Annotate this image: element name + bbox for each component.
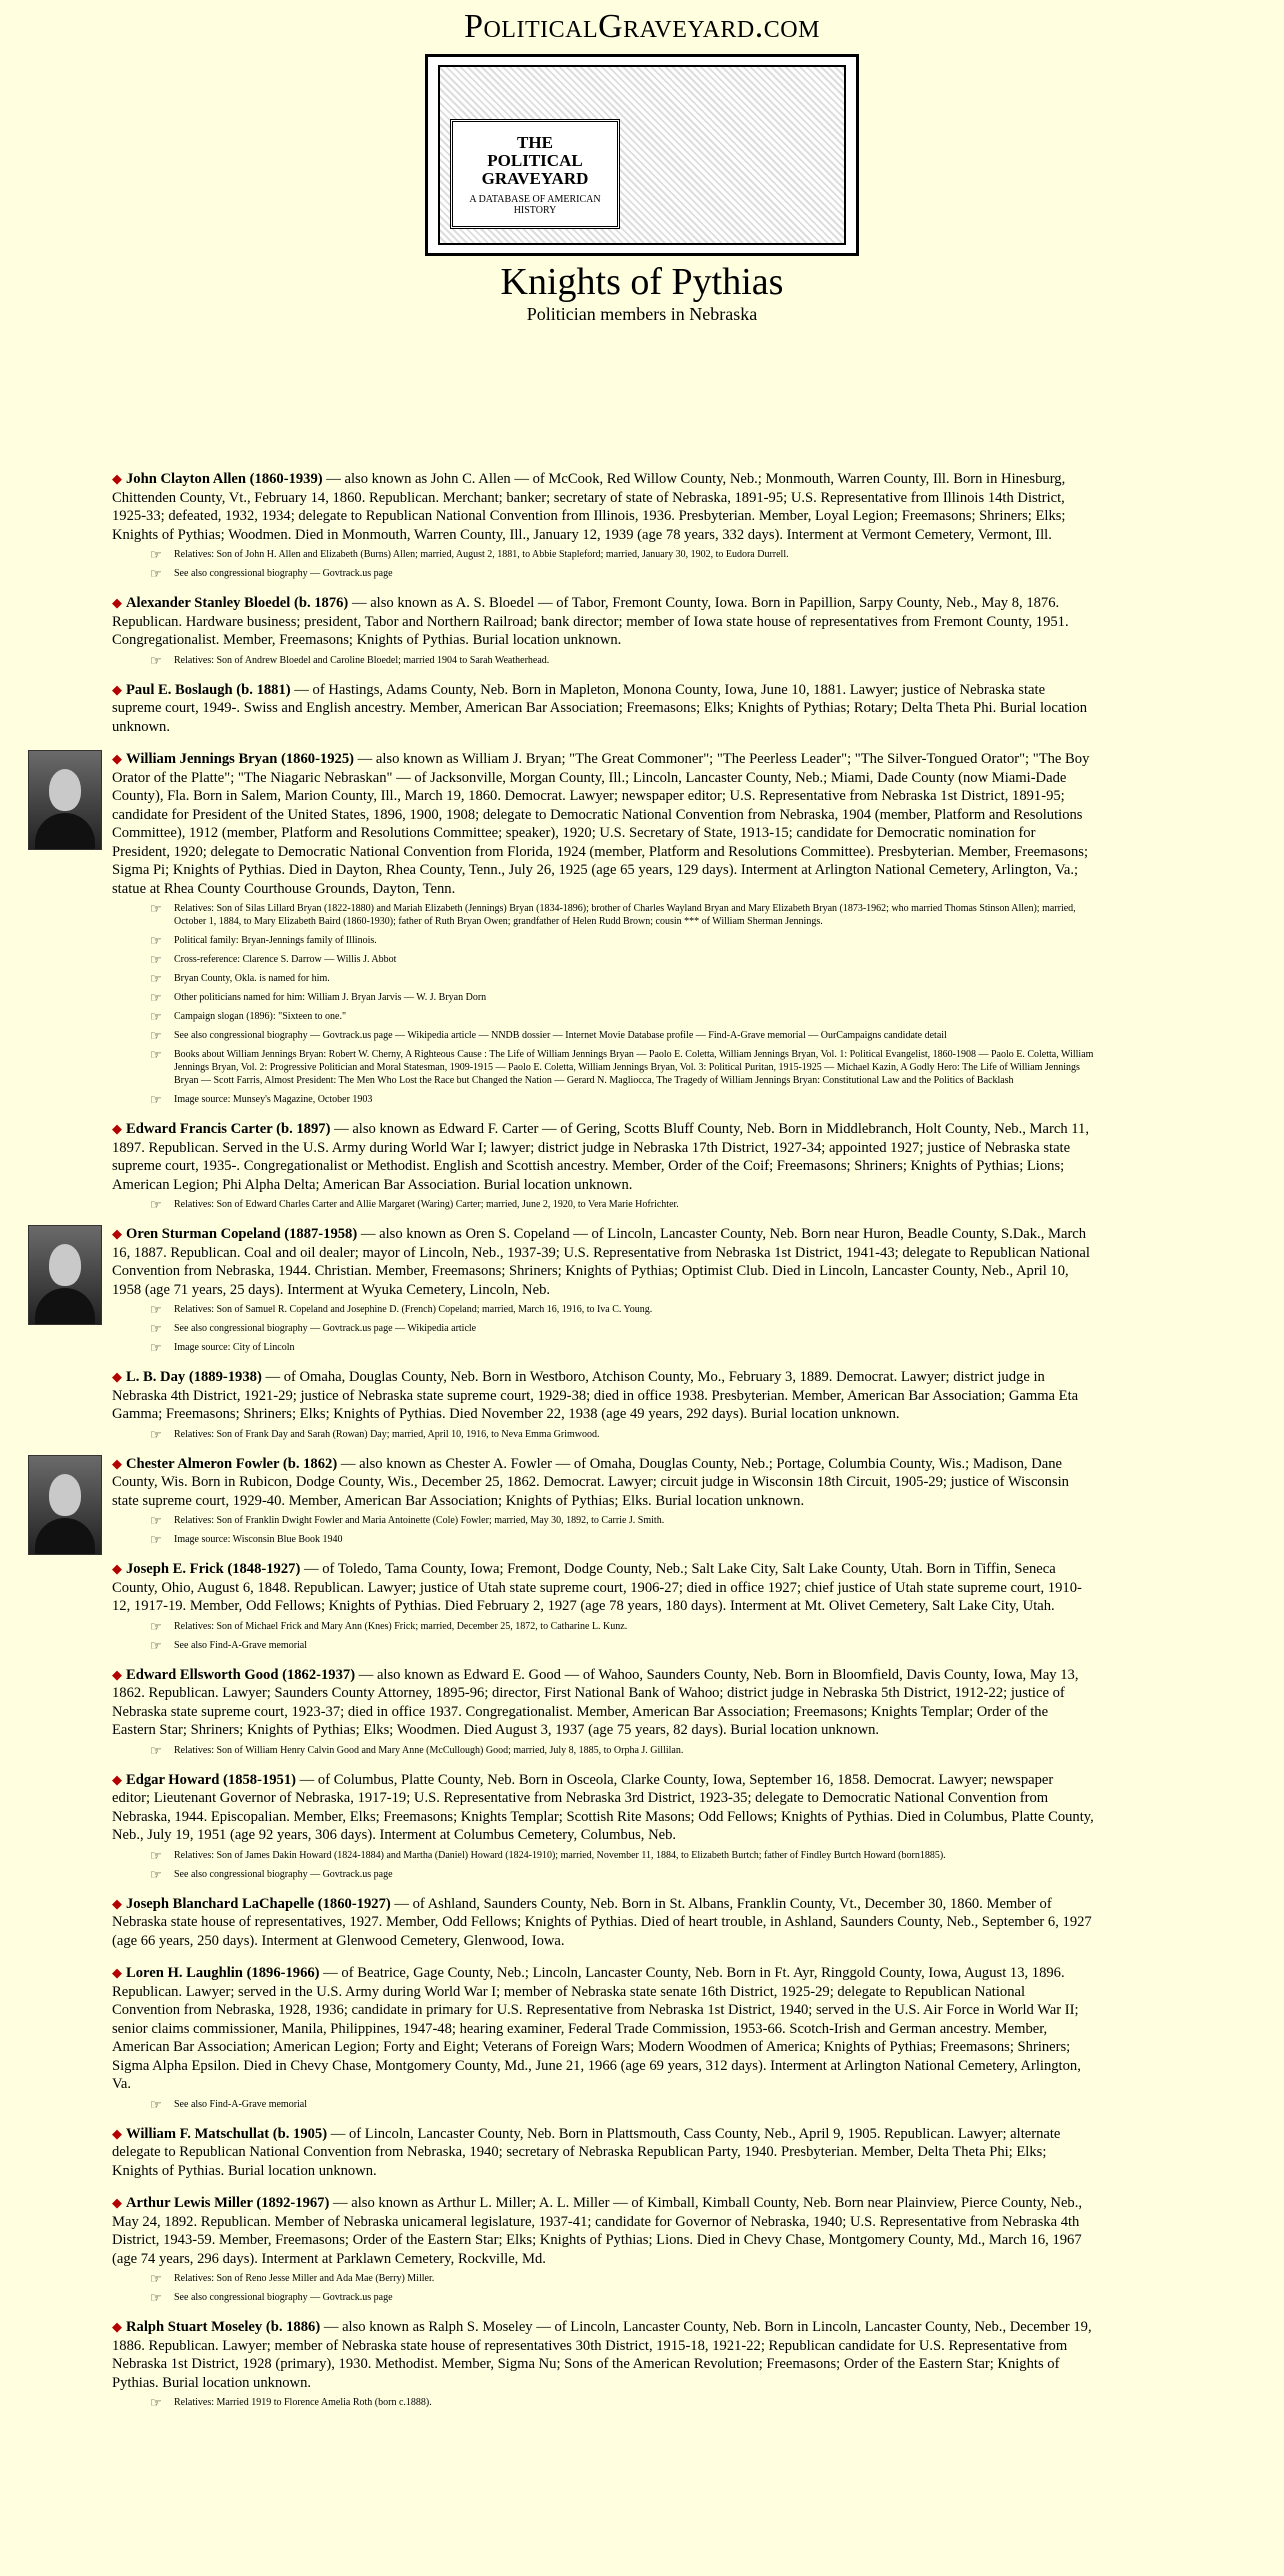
pointing-hand-icon: ☞ [150, 901, 162, 916]
logo-tag: A DATABASE OF AMERICAN HISTORY [469, 194, 601, 216]
diamond-icon: ◆ [112, 751, 122, 766]
pointing-hand-icon: ☞ [150, 1047, 162, 1062]
pointing-hand-icon: ☞ [150, 1028, 162, 1043]
politician-name: Paul E. Boslaugh (b. 1881) [126, 681, 291, 698]
note-text: See also Find-A-Grave memorial [174, 2098, 308, 2110]
pointing-hand-icon: ☞ [150, 933, 162, 948]
politician-bio: — also known as Arthur L. Miller; A. L. Miller — of Kimball, Kimball County, Neb. Born near Plainview, Pierce County, Neb., May 24, 1892. Republican. Member of Nebraska unicameral legislature, 1937-41; candidate for Governor of Nebraska, 1940; U.S. Representative from Nebraska 4th District, 1943-59. Member, Freemasons; Order of the Eastern Star; Elks; Knights of Pythias; Lions. Died in Chevy Chase, Montgomery County, Md., March 16, 1967 (age 74 years, 296 days). Interment at Parklawn Cemetery, Rockville, Md. [112, 2195, 1083, 2267]
entry-note [150, 953, 1094, 966]
diamond-icon: ◆ [112, 1666, 122, 1682]
politician-name: Arthur Lewis Miller (1892-1967) [126, 2195, 330, 2211]
diamond-icon: ◆ [112, 1226, 122, 1241]
pointing-hand-icon: ☞ [150, 1742, 162, 1758]
politician-bio: — also known as Ralph S. Moseley — of Lincoln, Lancaster County, Neb. Born in Lincoln, Lancaster County, Neb., December 19, 1886. Republican. Lawyer; member of Nebraska state house of representatives 30th District, 1915-18, 1921-22; Republican candidate for U.S. Representative from Nebraska 1st District, 1928 (primary), 1930. Methodist. Member, Sigma Nu; Sons of the American Revolution; Freemasons; Order of the Eastern Star; Knights of Pythias. Burial location unknown. [112, 2319, 1092, 2391]
politician-name: Chester Almeron Fowler (b. 1862) [126, 1455, 338, 1472]
entry-note [150, 902, 1094, 928]
politician-name: William F. Matschullat (b. 1905) [126, 2125, 328, 2142]
list-item [0, 2125, 1284, 2181]
entry-note [150, 567, 1094, 580]
pointing-hand-icon: ☞ [150, 1532, 162, 1547]
entry-note [150, 934, 1094, 947]
entry-note [150, 2272, 1094, 2285]
note-text: See also congressional biography — Govtrack.us page — Wikipedia article [174, 1323, 477, 1334]
diamond-icon: ◆ [112, 1771, 122, 1787]
politician-name: Oren Sturman Copeland (1887-1958) [126, 1226, 358, 1242]
list-item [0, 1771, 1284, 1881]
pointing-hand-icon: ☞ [150, 1302, 162, 1317]
politician-bio: — also known as Edward E. Good — of Wahoo, Saunders County, Neb. Born in Bloomfield, Davis County, Iowa, May 13, 1862. Republican. Lawyer; Saunders County Attorney, 1895-96; director, First National Bank of Wahoo; district judge in Nebraska 5th District, 1912-22; justice of Nebraska state supreme court, 1923-37; died in office 1937. Congregationalist. Member, American Bar Association; Freemasons; Knights Templar; Order of the Eastern Star; Shriners; Knights of Pythias; Elks; Woodmen. Died August 3, 1937 (age 75 years, 82 days). Burial location unknown. [112, 1666, 1079, 1738]
list-item [0, 2318, 1284, 2409]
entry-notes [150, 902, 1094, 1106]
page-header [0, 8, 1284, 325]
pointing-hand-icon: ☞ [150, 1009, 162, 1024]
note-text: Relatives: Son of Andrew Bloedel and Caroline Bloedel; married 1904 to Sarah Weatherhead. [174, 654, 550, 666]
entry-notes [150, 1428, 1094, 1441]
note-text: Image source: City of Lincoln [174, 1342, 295, 1353]
note-text: Books about William Jennings Bryan: Robert W. Cherny, A Righteous Cause : The Life of William Jennings Bryan — Paolo E. Coletta, William Jennings Bryan, Vol. 1: Political Evangelist, 1860-1908 — Paolo E. Coletta, William Jennings Bryan, Vol. 2: Progressive Politician and Moral Statesman, 1909-1915 — Paolo E. Coletta, William Jennings Bryan, Vol. 3: Political Puritan, 1915-1925 — Michael Kazin, A Godly Hero: The Life of William Jennings Bryan — Scott Farris, Almost President: The Men Who Lost the Race but Changed the Nation — Gerard N. Magliocca, The Tragedy of William Jennings Bryan: Constitutional Law and the Politics of Backlash [174, 1049, 1094, 1086]
site-name-link[interactable]: PoliticalGraveyard.com [464, 8, 820, 45]
politician-name: Joseph E. Frick (1848-1927) [126, 1561, 301, 1577]
note-text: See also congressional biography — Govtrack.us page — Wikipedia article — NNDB dossier — Internet Movie Database profile — Find-A-Grave memorial — OurCampaigns candidate detail [174, 1030, 947, 1041]
entry-note [150, 1428, 1094, 1441]
entry-note [150, 2291, 1094, 2304]
entry-note [150, 1514, 1094, 1527]
politician-bio: — of Lincoln, Lancaster County, Neb. Born in Plattsmouth, Cass County, Neb., April 9, 1905. Republican. Lawyer; alternate delegate to Republican National Convention from Nebraska, 1940; secretary of Nebraska Republican Party, 1940. Presbyterian. Member, Delta Theta Phi; Elks; Knights of Pythias. Burial location unknown. [112, 2125, 1061, 2179]
pointing-hand-icon: ☞ [150, 2395, 162, 2410]
entry-note [150, 972, 1094, 985]
portrait-photo [28, 750, 102, 850]
politician-name: John Clayton Allen (1860-1939) [126, 471, 323, 487]
note-text: Relatives: Son of Reno Jesse Miller and Ada Mae (Berry) Miller. [174, 2273, 435, 2284]
note-text: Relatives: Son of Silas Lillard Bryan (1822-1880) and Mariah Elizabeth (Jennings) Bryan (1834-1896); brother of Charles Wayland Bryan and Mary Elizabeth Bryan (1873-1962; who married Thomas Stinson Allen); married, October 1, 1884, to Mary Elizabeth Baird (1860-1930); father of Ruth Bryan Owen; grandfather of Helen Rudd Brown; cousin *** of William Sherman Jennings. [174, 903, 1076, 927]
note-text: Relatives: Son of Franklin Dwight Fowler and Maria Antoinette (Cole) Fowler; married, May 30, 1892, to Carrie J. Smith. [174, 1515, 665, 1526]
portrait-body [35, 1518, 95, 1554]
portrait-body [35, 1288, 95, 1324]
diamond-icon: ◆ [112, 471, 122, 486]
pointing-hand-icon: ☞ [150, 566, 162, 581]
diamond-icon: ◆ [112, 1455, 122, 1471]
list-item [0, 1895, 1284, 1951]
note-text: Image source: Wisconsin Blue Book 1940 [174, 1534, 343, 1545]
entry-notes [150, 2098, 1094, 2111]
note-text: Relatives: Son of William Henry Calvin Good and Mary Anne (McCullough) Good; married, July 8, 1885, to Orpha J. Gillilan. [174, 1744, 684, 1756]
politician-name: William Jennings Bryan (1860-1925) [126, 751, 354, 767]
portrait-body [35, 813, 95, 849]
politician-bio: — also known as Oren S. Copeland — of Lincoln, Lancaster County, Neb. Born near Huron, Beadle County, S.Dak., March 16, 1887. Republican. Coal and oil dealer; mayor of Lincoln, Neb., 1937-39; U.S. Representative from Nebraska 1st District, 1941-43; delegate to Republican National Convention from Nebraska, 1944. Christian. Member, Freemasons; Shriners; Knights of Pythias; Optimist Club. Died in Lincoln, Lancaster County, Neb., April 10, 1958 (age 71 years, 25 days). Interment at Wyuka Cemetery, Lincoln, Neb. [112, 1226, 1090, 1298]
page-title: Knights of Pythias [500, 261, 784, 303]
list-item [0, 1368, 1284, 1441]
pointing-hand-icon: ☞ [150, 2271, 162, 2286]
logo-line2: POLITICAL [487, 151, 583, 170]
entry-note [150, 1093, 1094, 1106]
list-item [0, 470, 1284, 580]
list-item [0, 1666, 1284, 1757]
politician-bio: — also known as John C. Allen — of McCook, Red Willow County, Neb.; Monmouth, Warren County, Ill. Born in Hinesburg, Chittenden County, Vt., February 14, 1860. Republican. Merchant; banker; secretary of state of Nebraska, 1891-95; U.S. Representative from Illinois 14th District, 1925-33; defeated, 1932, 1934; delegate to Republican National Convention from Illinois, 1936. Presbyterian. Member, Loyal Legion; Freemasons; Shriners; Elks; Knights of Pythias; Woodmen. Died in Monmouth, Warren County, Ill., January 12, 1939 (age 78 years, 332 days). Interment at Vermont Cemetery, Vermont, Ill. [112, 471, 1066, 543]
pointing-hand-icon: ☞ [150, 1340, 162, 1355]
diamond-icon: ◆ [112, 2195, 122, 2210]
pointing-hand-icon: ☞ [150, 1513, 162, 1528]
note-text: Relatives: Son of John H. Allen and Elizabeth (Burns) Allen; married, August 2, 1881, to Abbie Stapleford; married, January 30, 1902, to Eudora Durrell. [174, 549, 789, 560]
page-subtitle: Politician members in Nebraska [526, 304, 758, 324]
note-text: See also Find-A-Grave memorial [174, 1639, 308, 1651]
note-text: Image source: Munsey's Magazine, October 1903 [174, 1094, 373, 1105]
entry-note [150, 1533, 1094, 1546]
entry-note [150, 1868, 1094, 1881]
diamond-icon: ◆ [112, 2125, 122, 2141]
entry-notes [150, 1514, 1094, 1546]
pointing-hand-icon: ☞ [150, 971, 162, 986]
pointing-hand-icon: ☞ [150, 1866, 162, 1882]
portrait-face [49, 1244, 81, 1286]
politician-name: L. B. Day (1889-1938) [126, 1369, 262, 1385]
entry-note [150, 548, 1094, 561]
note-text: Relatives: Son of Michael Frick and Mary Ann (Knes) Frick; married, December 25, 1872, to Catharine L. Kunz. [174, 1620, 628, 1632]
note-text: Relatives: Son of Edward Charles Carter and Allie Margaret (Waring) Carter; married, June 2, 1920, to Vera Marie Hofrichter. [174, 1199, 679, 1210]
pointing-hand-icon: ☞ [150, 1637, 162, 1653]
list-item [0, 1455, 1284, 1547]
portrait-face [49, 1474, 81, 1516]
politician-bio: — of Hastings, Adams County, Neb. Born in Mapleton, Monona County, Iowa, June 10, 1881. Lawyer; justice of Nebraska state supreme court, 1949-. Swiss and English ancestry. Member, American Bar Association; Freemasons; Elks; Knights of Pythias; Rotary; Delta Theta Phi. Burial location unknown. [112, 681, 1088, 735]
list-item [0, 1225, 1284, 1354]
note-text: Relatives: Son of Samuel R. Copeland and Josephine D. (French) Copeland; married, March 16, 1916, to Iva C. Young. [174, 1304, 653, 1315]
entry-notes [150, 1849, 1094, 1881]
politician-name: Edward Ellsworth Good (1862-1937) [126, 1666, 356, 1683]
politician-bio: — of Beatrice, Gage County, Neb.; Lincoln, Lancaster County, Neb. Born in Ft. Ayr, Ringgold County, Iowa, August 13, 1896. Republican. Lawyer; served in the U.S. Army during World War I; member of Nebraska state senate 16th District, 1925-29; delegate to Republican National Convention from Nebraska, 1928, 1936; candidate in primary for U.S. Representative from Nebraska 1st District, 1940; served in the U.S. Air Force in World War II; senior claims commissioner, Manila, Philippines, 1947-48; hearing examiner, Federal Trade Commission, 1953-66. Scotch-Irish and German ancestry. Member, American Bar Association; American Legion; Forty and Eight; Veterans of Foreign Wars; Modern Woodmen of America; Knights of Pythias; Freemasons; Shriners; Sigma Alpha Epsilon. Died in Chevy Chase, Montgomery County, Md., June 21, 1966 (age 69 years, 312 days). Interment at Arlington National Cemetery, Arlington, Va. [112, 1965, 1081, 2092]
politician-bio: — also known as Edward F. Carter — of Gering, Scotts Bluff County, Neb. Born in Middlebranch, Holt County, Neb., March 11, 1897. Republican. Served in the U.S. Army during World War I; lawyer; district judge in Nebraska 17th District, 1927-34; appointed 1927; justice of Nebraska state supreme court, 1935-. Congregationalist or Methodist. English and Scottish ancestry. Member, Order of the Coif; Freemasons; Shriners; Knights of Pythias; Lions; American Legion; Phi Alpha Delta; American Bar Association. Burial location unknown. [112, 1121, 1089, 1193]
list-item [0, 681, 1284, 737]
diamond-icon: ◆ [112, 1965, 122, 1980]
politician-name: Joseph Blanchard LaChapelle (1860-1927) [126, 1895, 391, 1912]
politician-name: Alexander Stanley Bloedel (b. 1876) [126, 595, 349, 611]
note-text: Relatives: Son of Frank Day and Sarah (Rowan) Day; married, April 10, 1916, to Neva Emma Grimwood. [174, 1428, 600, 1440]
entry-note [150, 1303, 1094, 1316]
diamond-icon: ◆ [112, 1121, 122, 1136]
entry-notes [150, 654, 1094, 667]
entry-note [150, 1639, 1094, 1652]
politician-bio: — also known as Chester A. Fowler — of Omaha, Douglas County, Neb.; Portage, Columbia County, Wis.; Madison, Dane County, Wis. Born in Rubicon, Dodge County, Wis., December 25, 1862. Democrat. Lawyer; circuit judge in Wisconsin 18th Circuit, 1905-29; justice of Wisconsin state supreme court, 1929-40. Member, American Bar Association; Knights of Pythias; Elks. Burial location unknown. [112, 1455, 1069, 1509]
politician-bio: — of Ashland, Saunders County, Neb. Born in St. Albans, Franklin County, Vt., December 30, 1860. Member of Nebraska state house of representatives, 1927. Member, Odd Fellows; Knights of Pythias. Died of heart trouble, in Ashland, Saunders County, Neb., September 6, 1927 (age 66 years, 250 days). Interment at Glenwood Cemetery, Glenwood, Iowa. [112, 1895, 1092, 1949]
logo-line3: GRAVEYARD [481, 169, 589, 188]
politician-bio: — of Columbus, Platte County, Neb. Born in Osceola, Clarke County, Iowa, September 16, 1858. Democrat. Lawyer; newspaper editor; Lieutenant Governor of Nebraska, 1917-19; U.S. Representative from Nebraska 3rd District, 1923-35; delegate to Democratic National Convention from Nebraska, 1944. Episcopalian. Member, Elks; Freemasons; Knights Templar; Scottish Rite Masons; Odd Fellows; Knights of Pythias. Died in Columbus, Platte County, Neb., July 19, 1951 (age 92 years, 306 days). Interment at Columbus Cemetery, Columbus, Neb. [112, 1771, 1094, 1843]
list-item [0, 1560, 1284, 1652]
note-text: Other politicians named for him: William J. Bryan Jarvis — W. J. Bryan Dorn [174, 992, 487, 1003]
politician-name: Ralph Stuart Moseley (b. 1886) [126, 2319, 321, 2335]
politician-bio: — also known as William J. Bryan; "The Great Commoner"; "The Peerless Leader"; "The Silver-Tongued Orator"; "The Boy Orator of the Platte"; "The Niagaric Nebraskan" — of Jacksonville, Morgan County, Ill.; Lincoln, Lancaster County, Neb.; Miami, Dade County (now Miami-Dade County), Fla. Born in Salem, Marion County, Ill., March 19, 1860. Democrat. Lawyer; newspaper editor; U.S. Representative from Nebraska 1st District, 1891-95; candidate for President of the United States, 1896, 1900, 1908; delegate to Democratic National Convention from Nebraska, 1904 (member, Platform and Resolutions Committee), 1912 (member, Platform and Resolutions Committee; speaker), 1920; U.S. Secretary of State, 1913-15; candidate for Democratic nomination for President, 1920; delegate to Democratic National Convention from Florida, 1924 (member, Platform and Resolutions Committee). Presbyterian. Member, Freemasons; Sigma Pi; Knights of Pythias. Died in Dayton, Rhea County, Tenn., July 26, 1925 (age 65 years, 129 days). Interment at Arlington National Cemetery, Arlington, Va.; statue at Rhea County Courthouse Grounds, Dayton, Tenn. [112, 751, 1090, 897]
note-text: Bryan County, Okla. is named for him. [174, 973, 330, 984]
politician-name: Loren H. Laughlin (1896-1966) [126, 1965, 320, 1981]
pointing-hand-icon: ☞ [150, 1197, 162, 1212]
politician-name: Edgar Howard (1858-1951) [126, 1771, 296, 1788]
note-text: Cross-reference: Clarence S. Darrow — Willis J. Abbot [174, 954, 397, 965]
note-text: See also congressional biography — Govtrack.us page [174, 568, 393, 579]
pointing-hand-icon: ☞ [150, 1092, 162, 1107]
entry-note [150, 1849, 1094, 1862]
list-item [0, 1964, 1284, 2111]
entry-note [150, 2396, 1094, 2409]
entry-note [150, 1029, 1094, 1042]
entry-note [150, 2098, 1094, 2111]
politician-name: Edward Francis Carter (b. 1897) [126, 1121, 331, 1137]
portrait-photo [28, 1225, 102, 1325]
note-text: See also congressional biography — Govtrack.us page [174, 2292, 393, 2303]
politician-list [0, 470, 1284, 2423]
entry-note [150, 654, 1094, 667]
note-text: Political family: Bryan-Jennings family of Illinois. [174, 935, 377, 946]
entry-notes [150, 2396, 1094, 2409]
entry-note [150, 1322, 1094, 1335]
pointing-hand-icon: ☞ [150, 2096, 162, 2112]
pointing-hand-icon: ☞ [150, 2290, 162, 2305]
entry-note [150, 1198, 1094, 1211]
diamond-icon: ◆ [112, 1369, 122, 1384]
politician-bio: — of Toledo, Tama County, Iowa; Fremont, Dodge County, Neb.; Salt Lake City, Salt Lake County, Utah. Born in Tiffin, Seneca County, Ohio, August 6, 1848. Republican. Lawyer; justice of Utah state supreme court, 1906-27; died in office 1927; chief justice of Utah state supreme court, 1910-12, 1917-19. Member, Odd Fellows; Knights of Pythias. Died February 2, 1927 (age 78 years, 180 days). Interment at Mt. Olivet Cemetery, Salt Lake City, Utah. [112, 1561, 1082, 1614]
entry-notes [150, 1303, 1094, 1354]
list-item [0, 2194, 1284, 2304]
diamond-icon: ◆ [112, 681, 122, 697]
entry-note [150, 1341, 1094, 1354]
entry-note [150, 1010, 1094, 1023]
note-text: Relatives: Married 1919 to Florence Amelia Roth (born c.1888). [174, 2397, 432, 2408]
entry-notes [150, 1744, 1094, 1757]
pointing-hand-icon: ☞ [150, 652, 162, 668]
list-item [0, 594, 1284, 667]
entry-note [150, 1048, 1094, 1087]
logo-line1: THE [517, 133, 553, 152]
entry-note [150, 991, 1094, 1004]
diamond-icon: ◆ [112, 595, 122, 610]
pointing-hand-icon: ☞ [150, 547, 162, 562]
entry-notes [150, 2272, 1094, 2304]
pointing-hand-icon: ☞ [150, 1847, 162, 1863]
entry-note [150, 1620, 1094, 1633]
pointing-hand-icon: ☞ [150, 990, 162, 1005]
pointing-hand-icon: ☞ [150, 1618, 162, 1634]
entry-note [150, 1744, 1094, 1757]
logo-text-box [450, 119, 620, 229]
entry-notes [150, 548, 1094, 580]
note-text: Campaign slogan (1896): "Sixteen to one." [174, 1011, 347, 1022]
pointing-hand-icon: ☞ [150, 1426, 162, 1442]
politician-bio: — also known as A. S. Bloedel — of Tabor, Fremont County, Iowa. Born in Papillion, Sarpy County, Neb., May 8, 1876. Republican. Hardware business; president, Tabor and Northern Railroad; bank director; member of Iowa state house of representatives from Fremont County, 1951. Congregationalist. Member, Freemasons; Knights of Pythias. Burial location unknown. [112, 595, 1069, 648]
entry-notes [150, 1620, 1094, 1652]
diamond-icon: ◆ [112, 1561, 122, 1576]
portrait-face [49, 769, 81, 811]
diamond-icon: ◆ [112, 1895, 122, 1911]
pointing-hand-icon: ☞ [150, 1321, 162, 1336]
pointing-hand-icon: ☞ [150, 952, 162, 967]
diamond-icon: ◆ [112, 2319, 122, 2334]
politician-bio: — of Omaha, Douglas County, Neb. Born in Westboro, Atchison County, Mo., February 3, 1889. Democrat. Lawyer; district judge in Nebraska 4th District, 1921-29; justice of Nebraska state supreme court, 1929-38; died in office 1938. Presbyterian. Member, American Bar Association; Gamma Eta Gamma; Freemasons; Shriners; Elks; Knights of Pythias. Died November 22, 1938 (age 49 years, 292 days). Burial location unknown. [112, 1369, 1079, 1422]
note-text: Relatives: Son of James Dakin Howard (1824-1884) and Martha (Daniel) Howard (1824-1910); married, November 11, 1884, to Elizabeth Burtch; father of Findley Burtch Howard (born1885). [174, 1849, 946, 1861]
note-text: See also congressional biography — Govtrack.us page [174, 1868, 393, 1880]
site-logo[interactable] [425, 54, 859, 256]
list-item [0, 1120, 1284, 1211]
entry-notes [150, 1198, 1094, 1211]
portrait-photo [28, 1455, 102, 1555]
list-item [0, 750, 1284, 1106]
